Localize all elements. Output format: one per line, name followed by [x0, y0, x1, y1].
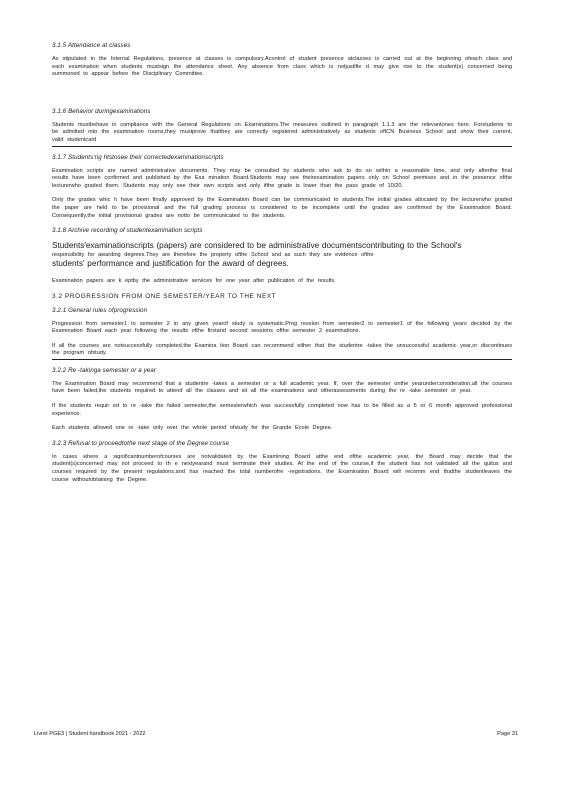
- section-heading-progression: 3.2 PROGRESSION FROM ONE SEMESTER/YEAR TO THE NEXT: [52, 292, 277, 300]
- section-heading-refusal: 3.2.3 Refusal to proceedtothe next stage of the Degree course: [52, 439, 230, 447]
- section-heading-attendance: 3.1.5 Attendance at classes: [52, 42, 131, 49]
- section-retake: [52, 367, 512, 433]
- subsection-heading-rules: 3.2.1 General rules ofprogression: [52, 306, 148, 314]
- page-footer: [34, 731, 518, 737]
- paragraph-behavior: [52, 122, 512, 147]
- paragraph-retake-1: The Examination Board may recommend that a studentre -takes a semester or a full academic year. If, over the semester onthe yearunderconsideration,all the courses have been failed,the students required to attend all the classes and sit all the examinations and otherassessments during the re -take semester or year.: [52, 380, 512, 395]
- document-page: [52, 42, 512, 491]
- section-refusal: [52, 440, 512, 484]
- paragraph-rights-1: Examination scripts are named administrative documents. They may be consulted by students who ask to do so within a reasonable time, and only afterthe final results have been confirmed and published by the Exa mination Board.Students may see theirexamination papers only on School premises and in the presence ofthe lecturerwho graded them. Students may only see their own scripts and only ifthe grade is lower than the pass grade of 10/20.: [52, 167, 512, 189]
- archive-mid-text: responsibility for awarding degrees.They are therefore the property ofthe School and as such they are evidence ofthe: [52, 251, 374, 258]
- archive-tail-text: students' performance and justification for the award of degrees.: [52, 259, 289, 269]
- section-behavior: [52, 108, 512, 147]
- underlined-text: Students mustbehave in compliance with the General Regulations on Examinations.The measures outlined in paragraph 1.1.3 are the relevantones here. Forstudents to be admitted into the examination rooms,they mustprove thatthey are correctly registered administratively as students ofICN Business School and show their current, valid studentcard: [52, 122, 512, 147]
- paragraph-retake-3: Each students allowed one re -take only over the whole period ofstudy for the Grande Ecole Degree.: [52, 425, 333, 432]
- section-heading-retake: 3.2.2 Re -takinga semester or a year: [52, 366, 157, 374]
- section-progression: [52, 293, 512, 360]
- paragraph-progression-2: [52, 343, 512, 360]
- section-heading-archive: 3.1.8 Archive recording of studentexamination scripts: [52, 227, 203, 235]
- section-heading-behavior: 3.1.6 Behavior duringexaminations: [52, 107, 151, 115]
- archive-lead-text: Students'examinationscripts (papers) are considered to be administrative documentscontributing to the School's: [52, 241, 462, 251]
- paragraph-archive-2: Examination papers are k eptby the administrative services for one year after publication of the results.: [52, 277, 336, 284]
- paragraph-rights-2: Only the grades whic h have been finally approved by the Examination Board can be communicated to students.The initial grades allocated by the lecturerwho graded the paper are held to be provisional and the full grading process is considered to be incomplete until the grades are confirmed by the Examination Board. Consequently,the initial provisional grades are notto be communicated to the students.: [52, 197, 512, 219]
- underlined-text: If all the courses are notsuccessfully completed,the Examina tion Board can recommend either that the studentre -takes the unsuccessful academic year,or discontinues the program ofstudy.: [52, 343, 512, 360]
- section-attendance: [52, 42, 512, 79]
- footer-document-title: Livret PGE3 | Student handbook 2021 - 2022: [34, 731, 146, 737]
- paragraph-attendance: As stipulated in the Internal Regulations, presence at classes is compulsory.Acontrol of student presence atclasses is carried out at the beginning ofeach class and each examination when students mustsign the attendance sheet. Any absence from class which is notjustifie d may give rise to the student(s) concerned being summoned to appear before the Disciplinary Committee.: [52, 56, 512, 78]
- paragraph-archive-1: [52, 241, 512, 270]
- section-rights: [52, 154, 512, 221]
- section-heading-rights: 3.1.7 Students'rig htstosee their correctedexaminationscripts: [52, 153, 224, 161]
- paragraph-retake-2: If the students requir ed to re -take the failed semester,the semesterwhich was successfully completed now has to be filled as a 5 or 6 month approved professional experience.: [52, 403, 512, 417]
- paragraph-refusal: In cases where a significantnumberofcourses are notvalidated by the Examining Board atthe end ofthe academic year, the Board may decide that the student(s)concerned may not proceed to th e nextyearand must terminate their studies. At the end of the course,if the student has not validated all the quitus and courses required by the present regulations,and has reached the total numberofre -registrations, the Examination Board will recomm end thatthe studentleaves the course withoutobtaining the Degree.: [52, 453, 512, 483]
- paragraph-progression-1: Progression from semester1 to semester 2 in any given yearof study is systematic.Prog ression from semester2 to semester1 of the following years decided by the Examination Board each year following the results ofthe firstand second sessions ofthe semester 2 examinations.: [52, 320, 512, 335]
- section-archive: [52, 227, 512, 285]
- page-number: Page 31: [497, 731, 518, 737]
